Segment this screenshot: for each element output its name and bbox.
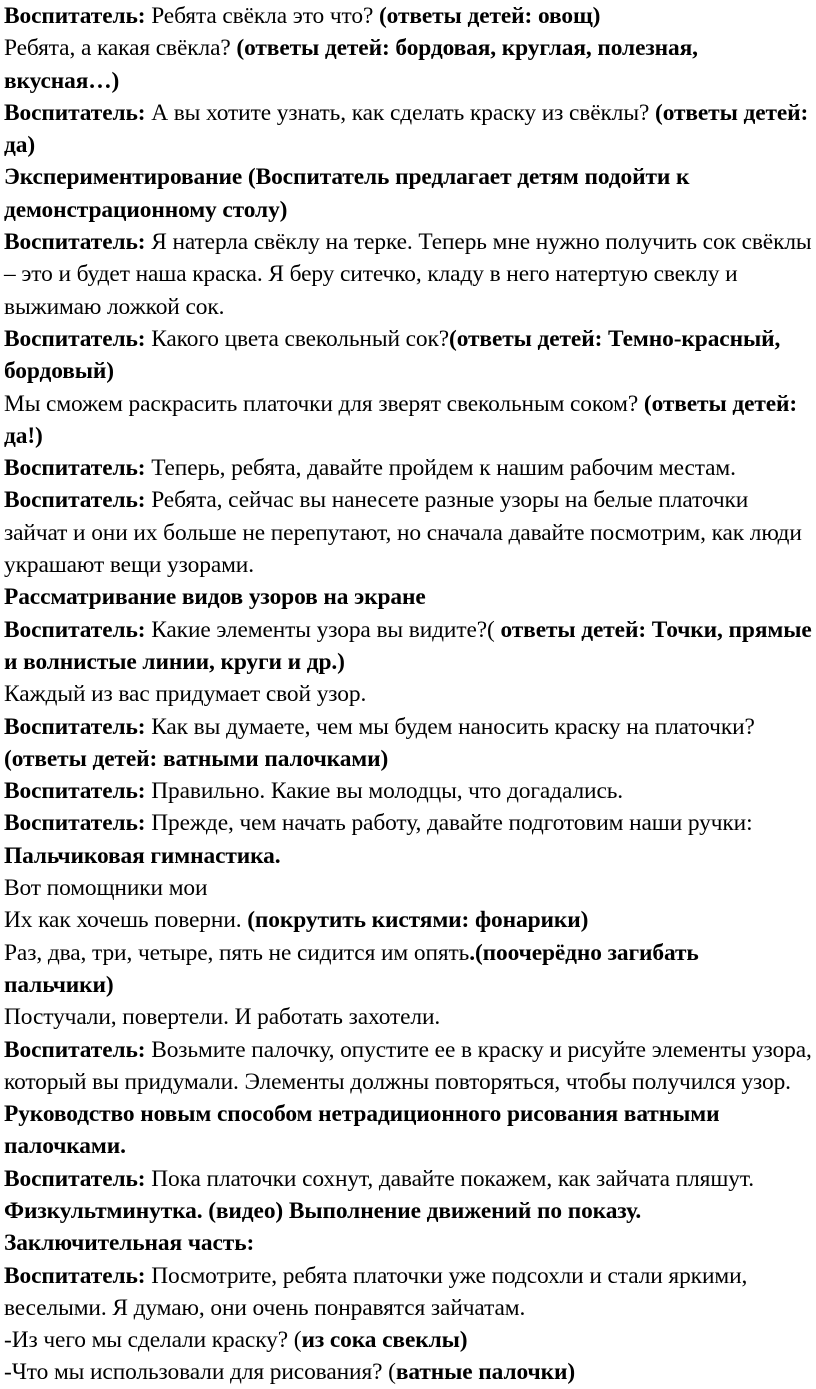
bold-text-run: Воспитатель: <box>4 487 146 514</box>
paragraph <box>4 872 812 904</box>
paragraph <box>4 452 812 484</box>
bold-text-run: (покрутить кистями: фонарики) <box>247 907 589 934</box>
bold-text-run: из сока свеклы) <box>301 1327 468 1354</box>
bold-text-run: Воспитатель: <box>4 713 146 740</box>
bold-text-run: Воспитатель: <box>4 455 146 482</box>
paragraph <box>4 0 812 32</box>
paragraph <box>4 97 812 162</box>
bold-text-run: (ответы детей: да) <box>4 99 809 159</box>
bold-text-run: (ответы детей: ватными палочками) <box>4 745 389 772</box>
bold-text-run: Воспитатель: <box>4 810 146 837</box>
bold-text-run: Физкультминутка. (видео) Выполнение движений по показу. <box>4 1197 642 1224</box>
text-run: Ребята свёкла это что? <box>145 3 379 29</box>
text-run: Ребята, а какая свёкла? <box>4 35 237 62</box>
text-run: Я натерла свёклу на терке. Теперь мне нужно получить сок свёклы – это и будет наша краска. Я беру ситечко, кладу в него натертую свеклу и выжимаю ложкой сок. <box>4 229 812 320</box>
paragraph <box>4 711 812 776</box>
text-run: Правильно. Какие вы молодцы, что догадались. <box>145 778 624 805</box>
bold-text-run: (ответы детей: да!) <box>4 390 798 449</box>
text-run: Какого цвета свекольный сок? <box>145 325 450 352</box>
bold-text-run: (ответы детей: бордовая, круглая, полезная, вкусная…) <box>4 35 698 94</box>
paragraph <box>4 32 812 97</box>
text-run: Постучали, повертели. И работать захотели. <box>4 1004 441 1031</box>
bold-text-run: Воспитатель: <box>4 229 146 256</box>
bold-text-run: Воспитатель: <box>4 1262 146 1289</box>
text-run: -Из чего мы сделали краску? ( <box>4 1327 302 1354</box>
text-run: Какие элементы узора вы видите?( <box>145 616 501 643</box>
bold-text-run: Воспитатель: <box>4 778 146 805</box>
text-run: Мы сможем раскрасить платочки для зверят свекольным соком? <box>4 390 644 417</box>
paragraph <box>4 581 812 613</box>
text-run: Раз, два, три, четыре, пять не сидится им опять <box>4 939 470 966</box>
paragraph <box>4 1098 812 1163</box>
paragraph <box>4 388 812 453</box>
text-run: Возьмите палочку, опустите ее в краску и рисуйте элементы узора, который вы придумали. Элементы должны повторяться, чтобы получился узор. <box>4 1036 812 1095</box>
paragraph <box>4 1227 812 1259</box>
paragraph <box>4 484 812 581</box>
bold-text-run: Воспитатель: <box>4 99 146 126</box>
paragraph <box>4 775 812 807</box>
paragraph <box>4 226 812 323</box>
paragraph <box>4 1356 812 1388</box>
paragraph <box>4 937 812 1002</box>
bold-text-run: Экспериментирование (Воспитатель предлагает детям подойти к демонстрационному столу) <box>4 164 690 223</box>
paragraph <box>4 840 812 872</box>
text-run: Вот помощники мои <box>4 875 208 902</box>
bold-text-run: Воспитатель: <box>4 325 146 352</box>
paragraph <box>4 1034 812 1099</box>
bold-text-run: (ответы детей: овощ) <box>378 3 601 29</box>
text-run: Как вы думаете, чем мы будем наносить краску на платочки? <box>145 713 755 740</box>
paragraph <box>4 1001 812 1033</box>
paragraph <box>4 161 812 226</box>
bold-text-run: (ответы детей: Темно-красный, бордовый) <box>4 325 781 385</box>
paragraph <box>4 807 812 839</box>
text-run: Посмотрите, ребята платочки уже подсохли и стали яркими, веселыми. Я думаю, они очень понравятся зайчатам. <box>4 1262 748 1321</box>
text-run: Ребята, сейчас вы нанесете разные узоры на белые платочки зайчат и они их больше не перепутают, но сначала давайте посмотрим, как люди украшают вещи узорами. <box>4 487 802 579</box>
bold-text-run: Пальчиковая гимнастика. <box>4 842 281 869</box>
bold-text-run: ватные палочки) <box>395 1359 576 1386</box>
bold-text-run: Рассматривание видов узоров на экране <box>4 584 426 611</box>
bold-text-run: Воспитатель: <box>4 616 146 643</box>
paragraph <box>4 323 812 388</box>
bold-text-run: Воспитатель: <box>4 1036 146 1063</box>
text-run: Теперь, ребята, давайте пройдем к нашим рабочим местам. <box>145 455 736 482</box>
bold-text-run: Руководство новым способом нетрадиционного рисования ватными палочками. <box>4 1101 720 1160</box>
paragraph <box>4 614 812 679</box>
text-run: Пока платочки сохнут, давайте покажем, как зайчата пляшут. <box>145 1165 754 1192</box>
paragraph <box>4 1163 812 1195</box>
text-run: -Что мы использовали для рисования? ( <box>4 1359 396 1386</box>
paragraph <box>4 1260 812 1325</box>
paragraph <box>4 1195 812 1227</box>
text-run: Прежде, чем начать работу, давайте подготовим наши ручки: <box>145 810 753 837</box>
bold-text-run: Воспитатель: <box>4 1165 146 1192</box>
paragraph <box>4 904 812 936</box>
paragraph <box>4 678 812 710</box>
bold-text-run: Заключительная часть: <box>4 1230 255 1257</box>
text-run: А вы хотите узнать, как сделать краску из свёклы? <box>145 99 655 126</box>
text-run: Каждый из вас придумает свой узор. <box>4 681 367 708</box>
bold-text-run: Воспитатель: <box>4 3 146 29</box>
bold-text-run: .(поочерёдно загибать пальчики) <box>4 939 699 998</box>
text-run: Их как хочешь поверни. <box>4 907 248 934</box>
paragraph <box>4 1324 812 1356</box>
bold-text-run: ответы детей: Точки, прямые и волнистые линии, круги и др.) <box>4 616 812 675</box>
